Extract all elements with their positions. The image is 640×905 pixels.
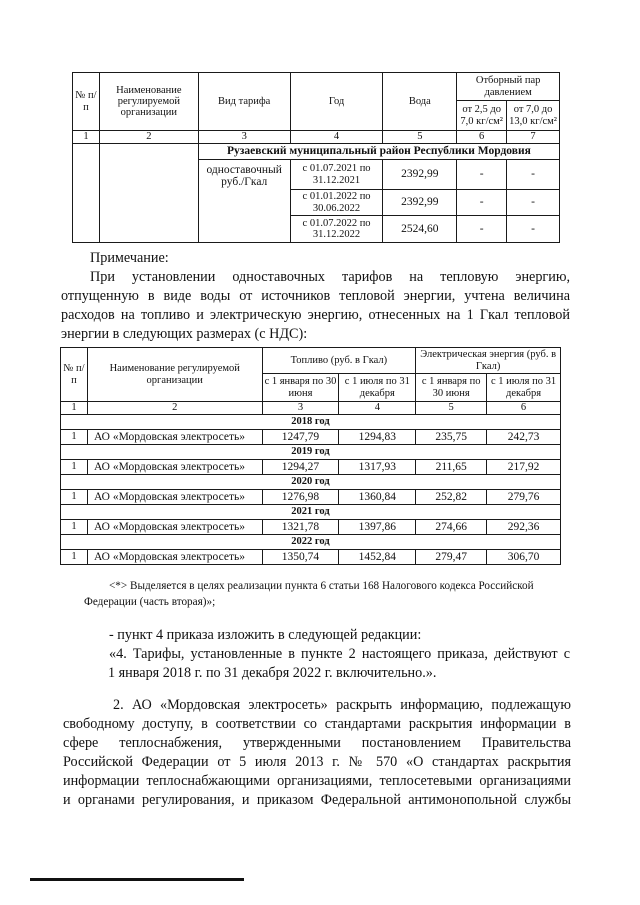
org-name: АО «Мордовская электросеть» [87, 460, 262, 475]
fuel-table [60, 347, 561, 565]
header-half2: с 1 июля по 31 декабря [487, 374, 561, 402]
electric-h2-value: 279,76 [487, 490, 561, 505]
electric-h2-value: 217,92 [487, 460, 561, 475]
header-steam: Отборный пар давлением [457, 73, 560, 101]
steam-high-value: - [507, 216, 560, 243]
fuel-h2-value: 1397,86 [339, 520, 416, 535]
col-number: 3 [198, 131, 290, 144]
bottom-rule [30, 878, 244, 881]
col-number: 5 [383, 131, 457, 144]
section2-line: 2. АО «Мордовская электросеть» раскрыть информацию, подлежащую [113, 697, 571, 713]
row-num: 1 [61, 490, 88, 505]
row-num: 1 [61, 550, 88, 565]
note-line: При установлении одноставочных тарифов на тепловую энергию, [90, 269, 570, 285]
row-num: 1 [61, 520, 88, 535]
header-electric: Электрическая энергия (руб. в Гкал) [416, 348, 561, 374]
section2-line: сфере теплоснабжения, утвержденными постановлением Правительства [63, 735, 571, 751]
electric-h1-value: 279,47 [416, 550, 487, 565]
electric-h1-value: 252,82 [416, 490, 487, 505]
note-line: отпущенную в виде воды от источников тепловой энергии, учтена величина [61, 288, 570, 304]
footnote-line: <*> Выделяется в целях реализации пункта 6 статьи 168 Налогового кодекса Российской [109, 580, 534, 592]
electric-h1-value: 211,65 [416, 460, 487, 475]
steam-high-value: - [507, 190, 560, 216]
header-water: Вода [383, 73, 457, 131]
col-number: 7 [507, 131, 560, 144]
header-org: Наименование регулируемой организации [87, 348, 262, 402]
col-number: 3 [262, 402, 339, 415]
col-number: 4 [290, 131, 383, 144]
fuel-h1-value: 1247,79 [262, 430, 339, 445]
section2-line: Российской Федерации от 5 июля 2013 г. № 570 «О стандартах раскрытия [63, 754, 571, 770]
org-name: АО «Мордовская электросеть» [87, 430, 262, 445]
section2-line: и органами регулирования, и приказом Федеральной антимонопольной службы [63, 792, 571, 808]
col-number: 2 [87, 402, 262, 415]
empty-cell [73, 144, 100, 243]
col-number: 4 [339, 402, 416, 415]
header-fuel: Топливо (руб. в Гкал) [262, 348, 416, 374]
amendment-line: «4. Тарифы, установленные в пункте 2 настоящего приказа, действуют с [109, 646, 570, 662]
footnote-line: Федерации (часть вторая)»; [84, 596, 216, 608]
period-cell: с 01.07.2021 по 31.12.2021 [290, 160, 383, 190]
electric-h2-value: 292,36 [487, 520, 561, 535]
header-steam-low: от 2,5 до 7,0 кг/см² [457, 101, 507, 131]
steam-low-value: - [457, 190, 507, 216]
org-name: АО «Мордовская электросеть» [87, 490, 262, 505]
electric-h1-value: 274,66 [416, 520, 487, 535]
header-half1: с 1 января по 30 июня [262, 374, 339, 402]
header-steam-high: от 7,0 до 13,0 кг/см² [507, 101, 560, 131]
amendment-line: - пункт 4 приказа изложить в следующей редакции: [109, 627, 422, 643]
year-row: 2022 год [61, 535, 561, 550]
electric-h2-value: 242,73 [487, 430, 561, 445]
fuel-h2-value: 1360,84 [339, 490, 416, 505]
col-number: 5 [416, 402, 487, 415]
tariff-type-value: одноставочный руб./Гкал [198, 160, 290, 243]
electric-h1-value: 235,75 [416, 430, 487, 445]
col-number: 6 [487, 402, 561, 415]
header-half1: с 1 января по 30 июня [416, 374, 487, 402]
row-num: 1 [61, 460, 88, 475]
steam-high-value: - [507, 160, 560, 190]
col-number: 2 [99, 131, 198, 144]
fuel-h1-value: 1350,74 [262, 550, 339, 565]
water-value: 2524,60 [383, 216, 457, 243]
row-num: 1 [61, 430, 88, 445]
region-row: Рузаевский муниципальный район Республики Мордовия [198, 144, 559, 160]
water-value: 2392,99 [383, 160, 457, 190]
section2-line: информации теплоснабжающими организациями, теплосетевыми организациями [63, 773, 571, 789]
note-line: расходов на топливо и электрическую энергию, отнесенных на 1 Гкал тепловой [61, 307, 570, 323]
amendment-line: 1 января 2018 г. по 31 декабря 2022 г. включительно.». [108, 665, 437, 681]
header-org: Наименование регулируемой организации [99, 73, 198, 131]
header-year: Год [290, 73, 383, 131]
year-row: 2018 год [61, 415, 561, 430]
fuel-h1-value: 1294,27 [262, 460, 339, 475]
header-num: № п/п [61, 348, 88, 402]
col-number: 1 [61, 402, 88, 415]
water-value: 2392,99 [383, 190, 457, 216]
steam-low-value: - [457, 160, 507, 190]
header-half2: с 1 июля по 31 декабря [339, 374, 416, 402]
note-title: Примечание: [90, 250, 169, 266]
year-row: 2021 год [61, 505, 561, 520]
note-line: энергии в следующих размерах (с НДС): [61, 326, 308, 342]
fuel-h1-value: 1321,78 [262, 520, 339, 535]
fuel-h2-value: 1317,93 [339, 460, 416, 475]
year-row: 2019 год [61, 445, 561, 460]
org-name: АО «Мордовская электросеть» [87, 550, 262, 565]
year-row: 2020 год [61, 475, 561, 490]
empty-cell [99, 144, 198, 243]
period-cell: с 01.01.2022 по 30.06.2022 [290, 190, 383, 216]
fuel-h2-value: 1294,83 [339, 430, 416, 445]
fuel-h1-value: 1276,98 [262, 490, 339, 505]
tariff-table [72, 72, 560, 243]
col-number: 1 [73, 131, 100, 144]
electric-h2-value: 306,70 [487, 550, 561, 565]
header-tariff-type: Вид тарифа [198, 73, 290, 131]
steam-low-value: - [457, 216, 507, 243]
period-cell: с 01.07.2022 по 31.12.2022 [290, 216, 383, 243]
section2-line: свободному доступу, в соответствии со стандартами раскрытия информации в [63, 716, 571, 732]
fuel-h2-value: 1452,84 [339, 550, 416, 565]
header-num: № п/п [73, 73, 100, 131]
org-name: АО «Мордовская электросеть» [87, 520, 262, 535]
col-number: 6 [457, 131, 507, 144]
